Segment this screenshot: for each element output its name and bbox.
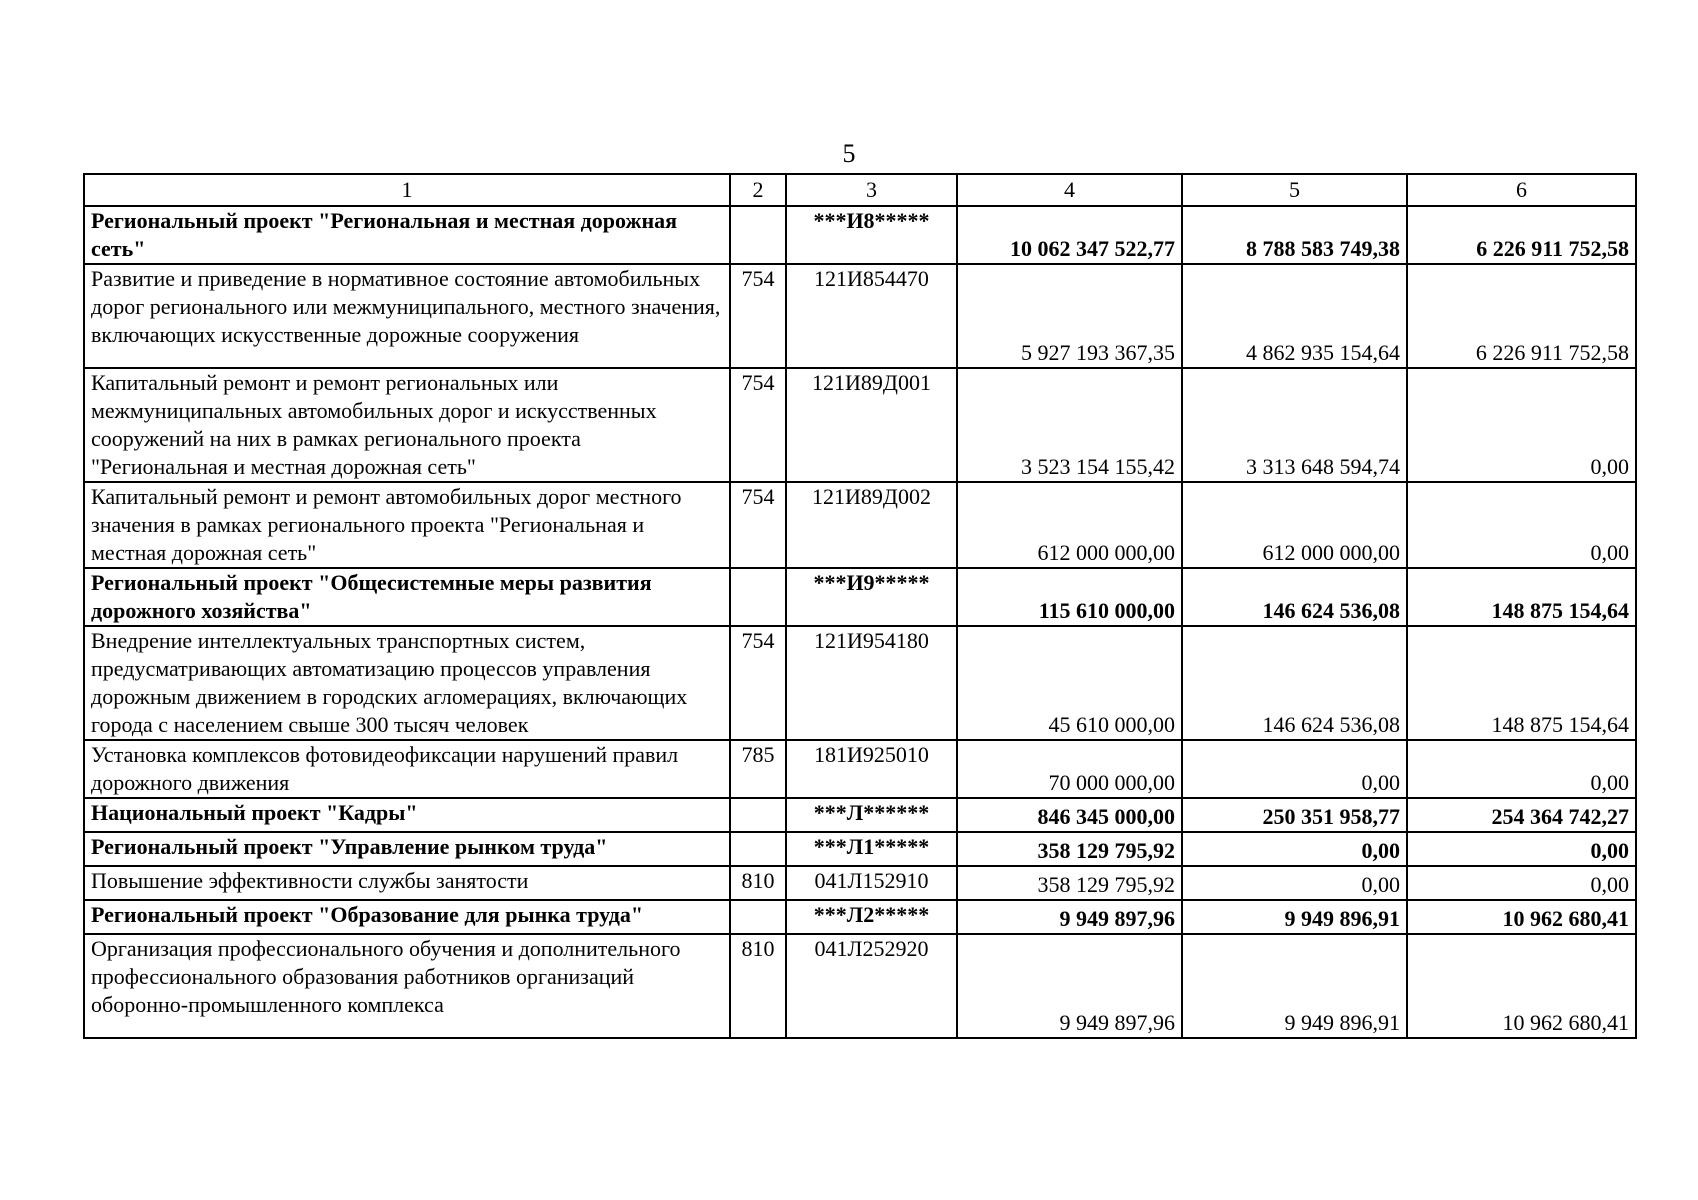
table-row (84, 368, 1636, 482)
cell-value-col5: 146 624 536,08 (1182, 568, 1407, 626)
cell-target: ***И9***** (786, 568, 957, 626)
cell-value-col4: 45 610 000,00 (957, 626, 1182, 740)
cell-code: 754 (730, 626, 786, 740)
cell-value-col6: 148 875 154,64 (1407, 568, 1636, 626)
cell-value-col4: 5 927 193 367,35 (957, 264, 1182, 368)
table-row-section (84, 568, 1636, 626)
cell-target: 121И854470 (786, 264, 957, 368)
cell-value-col5: 0,00 (1182, 740, 1407, 798)
table-row-section (84, 798, 1636, 832)
cell-target: 121И89Д001 (786, 368, 957, 482)
cell-value-col6: 254 364 742,27 (1407, 798, 1636, 832)
cell-code (730, 798, 786, 832)
table-row-section (84, 206, 1636, 264)
cell-value-col6: 10 962 680,41 (1407, 934, 1636, 1038)
header-col-5: 5 (1182, 174, 1407, 206)
cell-target: 041Л252920 (786, 934, 957, 1038)
cell-value-col4: 358 129 795,92 (957, 832, 1182, 866)
cell-value-col4: 358 129 795,92 (957, 866, 1182, 900)
cell-target: 121И954180 (786, 626, 957, 740)
cell-value-col5: 250 351 958,77 (1182, 798, 1407, 832)
cell-value-col6: 0,00 (1407, 866, 1636, 900)
header-col-4: 4 (957, 174, 1182, 206)
cell-name: Региональный проект "Образование для рынка труда" (84, 900, 730, 934)
cell-value-col4: 3 523 154 155,42 (957, 368, 1182, 482)
cell-value-col6: 0,00 (1407, 740, 1636, 798)
cell-value-col6: 6 226 911 752,58 (1407, 206, 1636, 264)
cell-target: ***Л****** (786, 798, 957, 832)
cell-code (730, 206, 786, 264)
cell-value-col5: 4 862 935 154,64 (1182, 264, 1407, 368)
cell-value-col5: 146 624 536,08 (1182, 626, 1407, 740)
cell-value-col4: 846 345 000,00 (957, 798, 1182, 832)
table-header-row (84, 174, 1636, 206)
cell-name: Капитальный ремонт и ремонт автомобильных дорог местного значения в рамках регионального проекта "Региональная и местная дорожная сеть" (84, 482, 730, 568)
cell-code: 754 (730, 264, 786, 368)
cell-code: 810 (730, 934, 786, 1038)
cell-code: 754 (730, 368, 786, 482)
header-col-6: 6 (1407, 174, 1636, 206)
cell-name: Региональный проект "Региональная и местная дорожная сеть" (84, 206, 730, 264)
cell-name: Внедрение интеллектуальных транспортных систем, предусматривающих автоматизацию процессов управления дорожным движением в городских агломерациях, включающих города с населением свыше 300 тысяч человек (84, 626, 730, 740)
cell-value-col5: 612 000 000,00 (1182, 482, 1407, 568)
cell-code (730, 832, 786, 866)
table-row (84, 482, 1636, 568)
cell-value-col4: 9 949 897,96 (957, 934, 1182, 1038)
cell-value-col6: 0,00 (1407, 368, 1636, 482)
cell-value-col4: 9 949 897,96 (957, 900, 1182, 934)
cell-value-col5: 0,00 (1182, 866, 1407, 900)
header-col-1: 1 (84, 174, 730, 206)
cell-value-col4: 115 610 000,00 (957, 568, 1182, 626)
cell-code: 810 (730, 866, 786, 900)
table-row (84, 264, 1636, 368)
cell-value-col5: 9 949 896,91 (1182, 900, 1407, 934)
cell-name: Национальный проект "Кадры" (84, 798, 730, 832)
header-col-2: 2 (730, 174, 786, 206)
cell-target: 121И89Д002 (786, 482, 957, 568)
cell-code: 754 (730, 482, 786, 568)
cell-value-col4: 70 000 000,00 (957, 740, 1182, 798)
cell-value-col6: 0,00 (1407, 482, 1636, 568)
table-row (84, 740, 1636, 798)
cell-value-col4: 612 000 000,00 (957, 482, 1182, 568)
cell-value-col5: 8 788 583 749,38 (1182, 206, 1407, 264)
cell-name: Развитие и приведение в нормативное состояние автомобильных дорог регионального или межмуниципального, местного значения, включающих искусственные дорожные сооружения (84, 264, 730, 368)
cell-value-col6: 0,00 (1407, 832, 1636, 866)
header-col-3: 3 (786, 174, 957, 206)
table-row (84, 866, 1636, 900)
cell-code (730, 900, 786, 934)
cell-value-col6: 148 875 154,64 (1407, 626, 1636, 740)
cell-value-col6: 10 962 680,41 (1407, 900, 1636, 934)
table-row-section (84, 832, 1636, 866)
cell-value-col4: 10 062 347 522,77 (957, 206, 1182, 264)
cell-code: 785 (730, 740, 786, 798)
cell-target: 041Л152910 (786, 866, 957, 900)
cell-target: ***Л2***** (786, 900, 957, 934)
cell-name: Капитальный ремонт и ремонт региональных или межмуниципальных автомобильных дорог и искусственных сооружений на них в рамках регионального проекта "Региональная и местная дорожная сеть" (84, 368, 730, 482)
cell-target: 181И925010 (786, 740, 957, 798)
cell-target: ***Л1***** (786, 832, 957, 866)
cell-value-col5: 9 949 896,91 (1182, 934, 1407, 1038)
cell-value-col6: 6 226 911 752,58 (1407, 264, 1636, 368)
table-row-section (84, 900, 1636, 934)
cell-name: Региональный проект "Общесистемные меры развития дорожного хозяйства" (84, 568, 730, 626)
cell-code (730, 568, 786, 626)
cell-value-col5: 0,00 (1182, 832, 1407, 866)
cell-name: Установка комплексов фотовидеофиксации нарушений правил дорожного движения (84, 740, 730, 798)
budget-table (83, 173, 1637, 1039)
page-number: 5 (842, 139, 856, 168)
cell-value-col5: 3 313 648 594,74 (1182, 368, 1407, 482)
table-row (84, 934, 1636, 1038)
cell-name: Организация профессионального обучения и дополнительного профессионального образования работников организаций оборонно-промышленного комплекса (84, 934, 730, 1038)
cell-name: Региональный проект "Управление рынком труда" (84, 832, 730, 866)
cell-name: Повышение эффективности службы занятости (84, 866, 730, 900)
cell-target: ***И8***** (786, 206, 957, 264)
table-row (84, 626, 1636, 740)
